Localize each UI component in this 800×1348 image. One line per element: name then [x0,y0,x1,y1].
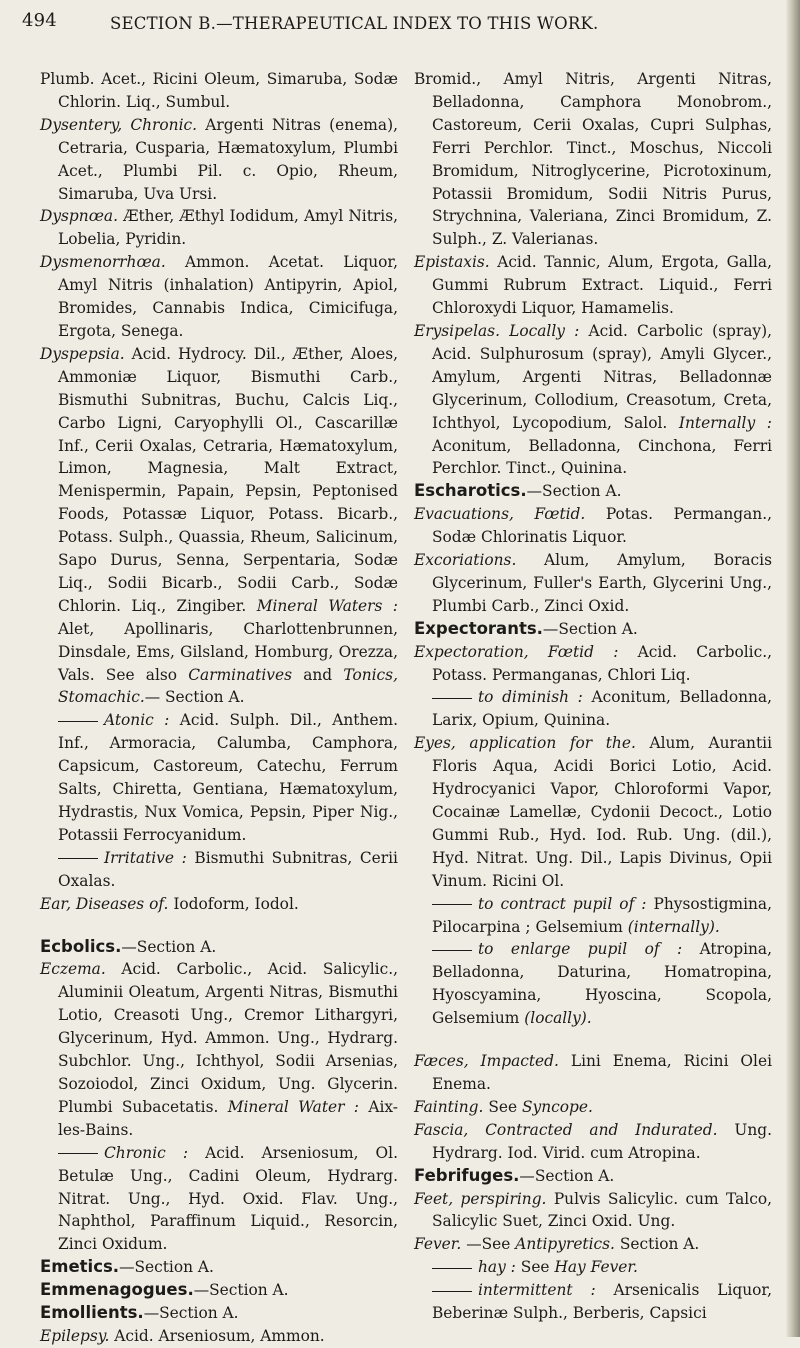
entry-text: Pulvis Salicylic. cum Talco, Salicylic Suet, Zinci Oxid. Ung. [432,1189,772,1231]
entry-text: Bromid., Amyl Nitris, Argenti Nitras, Belladonna, Camphora Monobrom., Castoreum, Cerii Oxalas, Cupri Sulphas, Ferri Perchlor. Tinct., Moschus, Niccoli Bromidum, Nitroglycerine, Picrotoxinum, Potassii Bromidum, Sodii Nitris Purus, Strychnina, Valeriana, Zinci Bromidum, Z. Sulph., Z. Valerianas. [414,70,772,249]
entry-heading: Epistaxis. [414,253,490,272]
entry-text: Acid. Carbolic (spray), Acid. Sulphurosum (spray), Amyli Glycer., Amylum, Argenti Nitras, Belladonnæ Glycerinum, Collodium, Creasotum, Creta, Ichthyol, Lycopodium, Salol. [432,321,772,432]
index-entry [40,68,398,114]
entry-text: Acid. Arseniosum, Ammon. [114,1326,325,1345]
entry-heading: Chronic : [104,1143,189,1162]
ditto-dash [432,1268,472,1269]
entry-text: See [488,1097,518,1116]
entry-text: Alet, Apollinaris, Charlottenbrunnen, Dinsdale, Ems, Gilsland, Homburg, Orezza, Vals. See also [58,619,398,684]
index-section-heading [40,1302,398,1325]
entry-heading: Fascia, Contracted and Indurated. [414,1120,718,1139]
index-entry [40,343,398,710]
entry-text: —See [466,1235,511,1254]
entry-heading: Ear, Diseases of. [40,894,169,913]
index-subentry [40,709,398,846]
entry-heading: Fever. [414,1235,462,1254]
section-heading: Emmenagogues. [40,1280,194,1300]
page-header [22,10,782,40]
index-entry [40,251,398,343]
entry-text: —Section A. [143,1304,239,1323]
ditto-dash [432,950,472,951]
index-entry [414,68,772,251]
entry-italic: Internally : [678,413,772,432]
entry-italic: (internally). [627,917,720,936]
page-number: 494 [22,10,57,31]
entry-italic: Mineral Waters : [256,596,398,615]
entry-text: Acid. Sulph. Dil., Anthem. Inf., Armoracia, Calumba, Camphora, Capsicum, Castoreum, Catechu, Ferrum Salts, Chiretta, Gentiana, Hæmatoxylum, Hydrastis, Nux Vomica, Pepsin, Piper Nig., Potassii Ferrocyanidum. [58,711,398,844]
entry-italic: Carminatives [188,665,292,684]
entry-italic: Tonics, Stomachic. [58,665,398,707]
index-entry [414,1119,772,1165]
index-subentry [414,893,772,939]
ditto-dash [432,1291,472,1292]
entry-heading: intermittent : [478,1281,596,1300]
entry-text: Ung. Hydrarg. Iod. Virid. cum Atropina. [432,1120,772,1162]
index-entry [414,251,772,320]
entry-text: Section A. [619,1235,700,1254]
entry-text: Acid. Carbolic., Acid. Salicylic., Aluminii Oleatum, Argenti Nitras, Bismuthi Lotio, Creasoti Ung., Cremor Lithargyri, Glycerinum, Hyd. Ammon. Ung., Hydrarg. Subchlor. Ung., Ichthyol, Sodii Arsenias, Sozoiodol, Zinci Oxidum, Ung. Glycerin. Plumbi Subacetatis. [58,960,398,1116]
entry-heading: Excoriations. [414,551,517,570]
entry-text: Acid. Tannic, Alum, Ergota, Galla, Gummi Rubrum Extract. Liquid., Ferri Chloroxydi Liquor, Hamamelis. [432,253,772,318]
entry-text: Alum, Aurantii Floris Aqua, Acidi Borici Lotio, Acid. Hydrocyanici Vapor, Chloroformi Vapor, Cocainæ Lamellæ, Cydonii Decoct., Lotio Gummi Rub., Hyd. Iod. Rub. Ung. (dil.), Hyd. Nitrat. Ung. Dil., Lapis Divinus, Opii Vinum. Ricini Ol. [432,734,772,890]
entry-text: Æther, Æthyl Iodidum, Amyl Nitris, Lobelia, Pyridin. [58,207,398,249]
entry-text: Aconitum, Belladonna, Cinchona, Ferri Perchlor. Tinct., Quinina. [432,436,772,478]
entry-text: Acid. Carbolic., Potass. Permanganas, Chlori Liq. [432,642,772,684]
index-section-heading [40,1256,398,1279]
index-entry [414,1050,772,1096]
index-entry [414,1188,772,1234]
entry-heading: Fainting. [414,1097,484,1116]
index-subentry [40,847,398,893]
entry-italic: Antipyretics. [515,1235,615,1254]
entry-text: Atropina, Belladonna, Daturina, Homatropina, Hyoscyamina, Hyoscina, Scopola, Gelsemium [432,940,772,1028]
left-column [40,68,398,1348]
entry-heading: Eyes, application for the. [414,734,636,753]
index-subentry [414,1279,772,1325]
entry-heading: Erysipelas. Locally : [414,321,580,340]
entry-text: Iodoform, Iodol. [173,894,299,913]
entry-text: —Section A. [121,937,217,956]
index-section-heading [40,1279,398,1302]
index-entry [40,1325,398,1348]
section-heading: Escharotics. [414,481,527,501]
entry-heading: hay : [478,1258,516,1277]
index-entry [414,549,772,618]
entry-text: and [303,665,333,684]
index-subentry [414,938,772,1030]
entry-heading: Epilepsy. [40,1326,110,1345]
entry-text: Plumb. Acet., Ricini Oleum, Simaruba, Sodæ Chlorin. Liq., Sumbul. [40,70,398,111]
index-entry [40,958,398,1141]
running-title: SECTION B.—THERAPEUTICAL INDEX TO THIS WORK. [110,14,599,33]
index-entry [40,205,398,251]
entry-heading: Dysentery, Chronic. [40,115,198,134]
entry-heading: Dysmenorrhœa. [40,253,166,272]
entry-text: Physostigmina, Pilocarpina ; Gelsemium [432,894,772,936]
index-entry [414,641,772,687]
entry-heading: Feet, perspiring. [414,1189,547,1208]
section-heading: Febrifuges. [414,1165,520,1185]
ditto-dash [58,1153,98,1154]
entry-heading: Expectoration, Fœtid : [414,642,619,661]
page-binding-edge [786,0,800,1337]
entry-text: Ammon. Acetat. Liquor, Amyl Nitris (inhalation) Antipyrin, Apiol, Bromides, Cannabis Indica, Cimicifuga, Ergota, Senega. [58,253,398,340]
index-subentry [40,1142,398,1257]
index-entry [414,1096,772,1119]
entry-text: —Section A. [542,619,638,638]
index-section-heading [414,618,772,641]
entry-gap [40,916,398,936]
index-section-heading [414,480,772,503]
entry-text: See [520,1258,550,1277]
entry-text: —Section A. [526,482,622,501]
entry-gap [414,1030,772,1050]
entry-text: Acid. Hydrocy. Dil., Æther, Aloes, Ammoniæ Liquor, Bismuthi Carb., Bismuthi Subnitras, Buchu, Calcis Liq., Carbo Ligni, Caryophylli Ol., Cascarillæ Inf., Cerii Oxalas, Cetraria, Hæmatoxylum, Limon, Magnesia, Malt Extract, Menispermin, Papain, Pepsin, Peptonised Foods, Potassæ Liquor, Potass. Bicarb., Potass. Sulph., Quassia, Rheum, Salicinum, Sapo Durus, Senna, Serpentaria, Sodæ Liq., Sodii Bicarb., Sodii Carb., Sodæ Chlorin. Liq., Zingiber. [58,344,398,615]
entry-text: Potas. Permangan., Sodæ Chlorinatis Liquor. [432,505,772,547]
entry-heading: Atonic : [104,711,170,730]
entry-italic: (locally). [524,1009,592,1028]
index-entry [414,320,772,480]
entry-text: Alum, Amylum, Boracis Glycerinum, Fuller's Earth, Glycerini Ung., Plumbi Carb., Zinci Oxid. [432,551,772,615]
entry-text: Acid. Arseniosum, Ol. Betulæ Ung., Cadini Oleum, Hydrarg. Nitrat. Ung., Hyd. Oxid. Flav. Ung., Naphthol, Paraffinum Liquid., Resorcin, Zinci Oxidum. [58,1143,398,1254]
index-subentry [414,686,772,732]
entry-text: —Section A. [119,1258,214,1277]
index-section-heading [40,936,398,959]
section-heading: Expectorants. [414,618,543,638]
entry-text: — Section A. [144,688,245,707]
index-subentry [414,1256,772,1279]
entry-heading: to enlarge pupil of : [478,940,683,959]
section-heading: Emetics. [40,1257,120,1277]
entry-italic: Hay Fever. [554,1258,638,1277]
entry-text: Bismuthi Subnitras, Cerii Oxalas. [58,848,398,890]
entry-heading: Fæces, Impacted. [414,1052,559,1071]
entry-text: Argenti Nitras (enema), Cetraria, Cusparia, Hæmatoxylum, Plumbi Acet., Plumbi Pil. c. Opio, Rheum, Simaruba, Uva Ursi. [58,115,398,203]
entry-heading: Dyspepsia. [40,344,125,363]
right-column [414,68,772,1325]
ditto-dash [432,904,472,905]
entry-heading: Irritative : [104,848,187,867]
entry-heading: to diminish : [478,688,583,707]
index-entry [414,1233,772,1256]
index-entry [414,732,772,892]
entry-text: Arsenicalis Liquor, Beberinæ Sulph., Berberis, Capsici [432,1281,772,1323]
entry-text: Aconitum, Belladonna, Larix, Opium, Quinina. [432,688,772,730]
section-heading: Emollients. [40,1303,144,1323]
ditto-dash [58,721,98,722]
entry-heading: Evacuations, Fœtid. [414,505,586,524]
entry-heading: to contract pupil of : [478,894,647,913]
entry-heading: Eczema. [40,960,106,979]
index-section-heading [414,1165,772,1188]
entry-text: Aix-les-Bains. [58,1097,398,1139]
entry-heading: Dyspnœa. [40,207,118,226]
index-entry [40,114,398,206]
index-entry [414,503,772,549]
entry-text: —Section A. [193,1281,289,1300]
section-heading: Ecbolics. [40,936,122,956]
entry-text: Lini Enema, Ricini Olei Enema. [432,1052,773,1093]
ditto-dash [432,698,472,699]
entry-text: —Section A. [519,1166,615,1185]
index-entry [40,893,398,916]
ditto-dash [58,858,98,859]
entry-italic: Mineral Water : [227,1097,359,1116]
entry-italic: Syncope. [522,1097,593,1116]
